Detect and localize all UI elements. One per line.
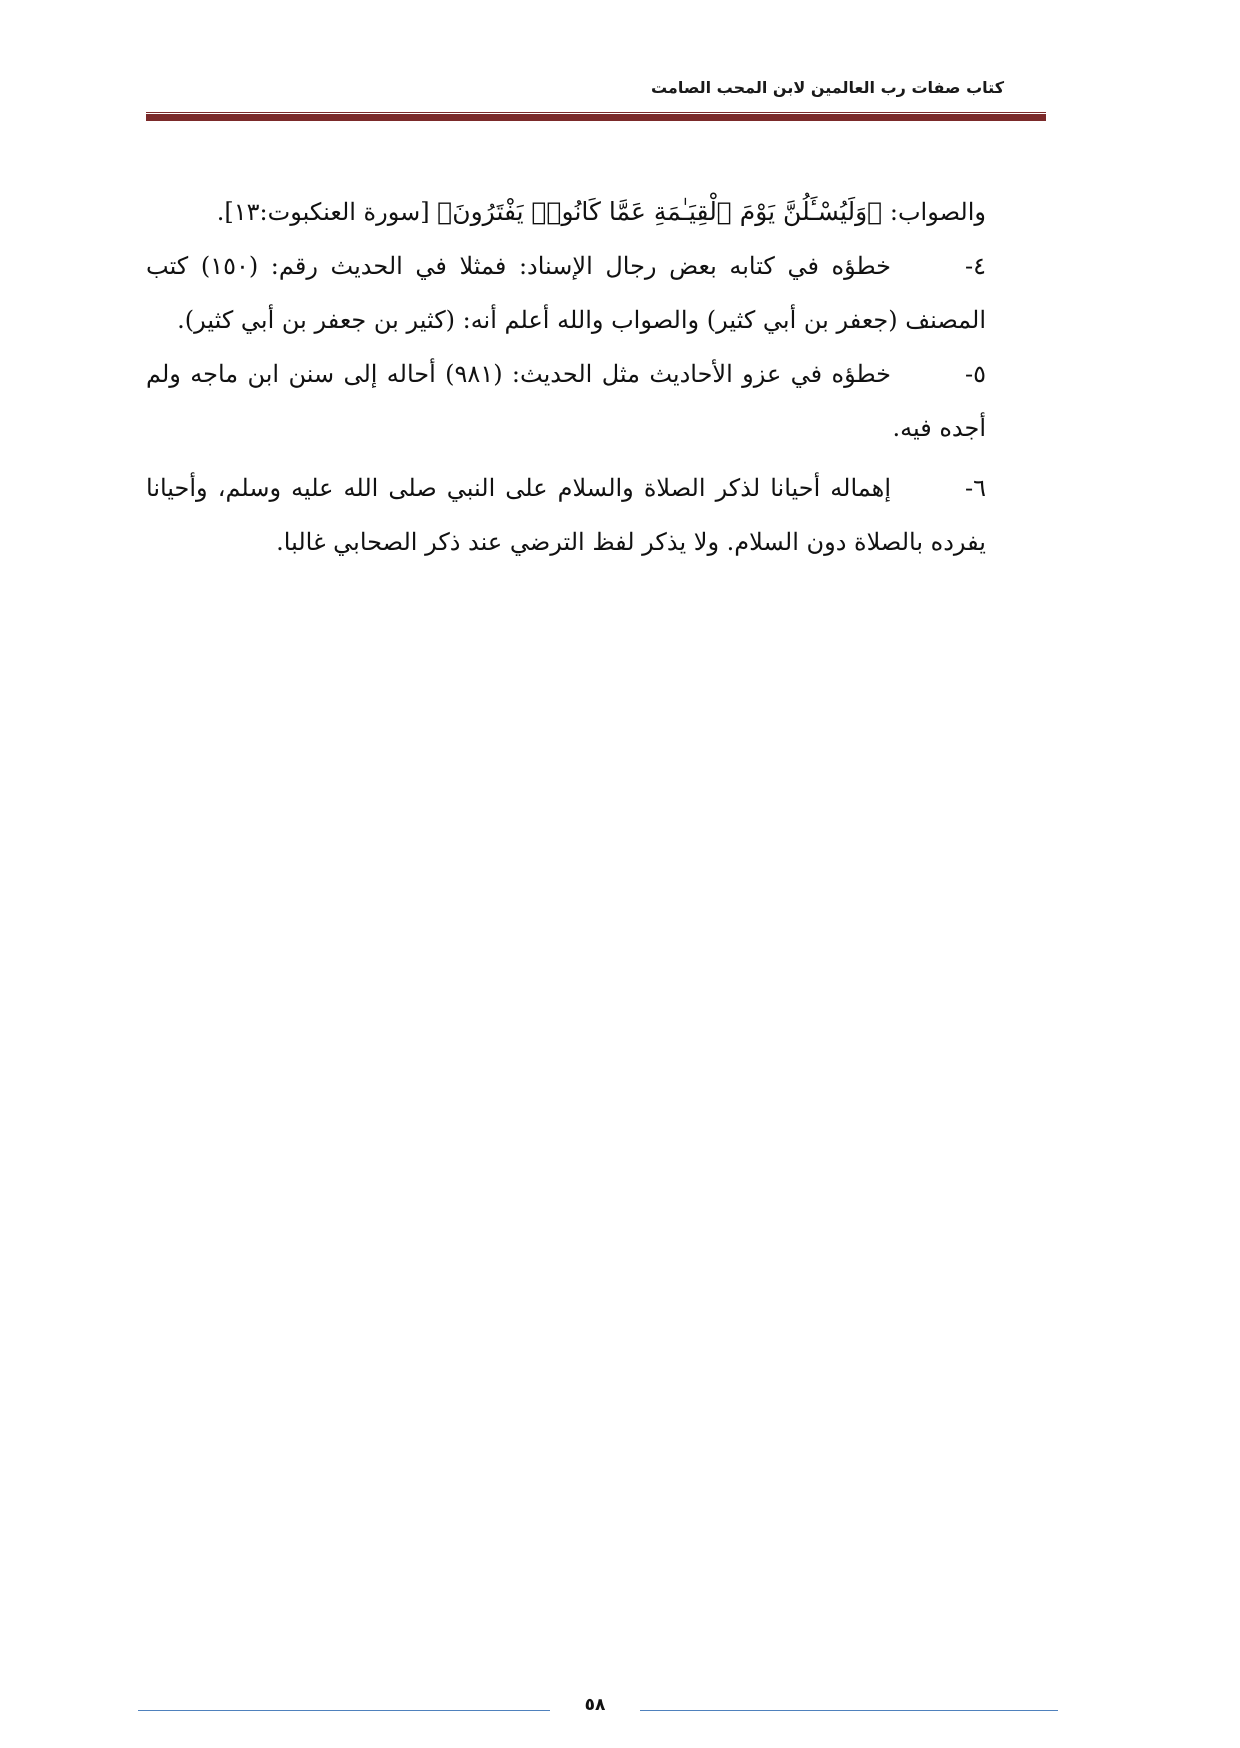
quran-verse: ﴿وَلَيُسْـَٔلُنَّ يَوْمَ ٱلْقِيَـٰمَةِ عَمَّا كَانُوا۟ يَفْتَرُونَ﴾ [437,197,883,226]
footer-rule-left [138,1710,550,1711]
list-item-4-number: ٤- [965,252,986,280]
correction-verse-line [146,185,986,239]
footer-rule-right [640,1710,1058,1711]
list-item-5 [146,347,986,455]
page-number: ٥٨ [584,1695,606,1715]
list-item-6-text: إهماله أحيانا لذكر الصلاة والسلام على النبي صلى الله عليه وسلم، وأحيانا يفرده بالصلاة دون السلام. ولا يذكر لفظ الترضي عند ذكر الصحابي غالبا. [146,474,986,556]
page-body [146,185,986,569]
header-rule-thick [146,114,1046,121]
list-item-4-text: خطؤه في كتابه بعض رجال الإسناد: فمثلا في الحديث رقم: (١٥٠) كتب المصنف (جعفر بن أبي كثير) والصواب والله أعلم أنه: (كثير بن جعفر بن أبي كثير). [146,252,986,334]
correction-prefix: والصواب: [882,198,986,226]
running-header-title: كتاب صفات رب العالمين لابن المحب الصامت [650,78,1004,97]
header-rule-thin [146,112,1046,113]
list-item-5-text: خطؤه في عزو الأحاديث مثل الحديث: (٩٨١) أحاله إلى سنن ابن ماجه ولم أجده فيه. [146,360,986,442]
verse-reference: [سورة العنكبوت:١٣]. [216,198,438,226]
list-item-6 [146,461,986,569]
list-item-5-number: ٥- [965,360,986,388]
list-item-4 [146,239,986,347]
list-item-6-number: ٦- [965,474,986,502]
